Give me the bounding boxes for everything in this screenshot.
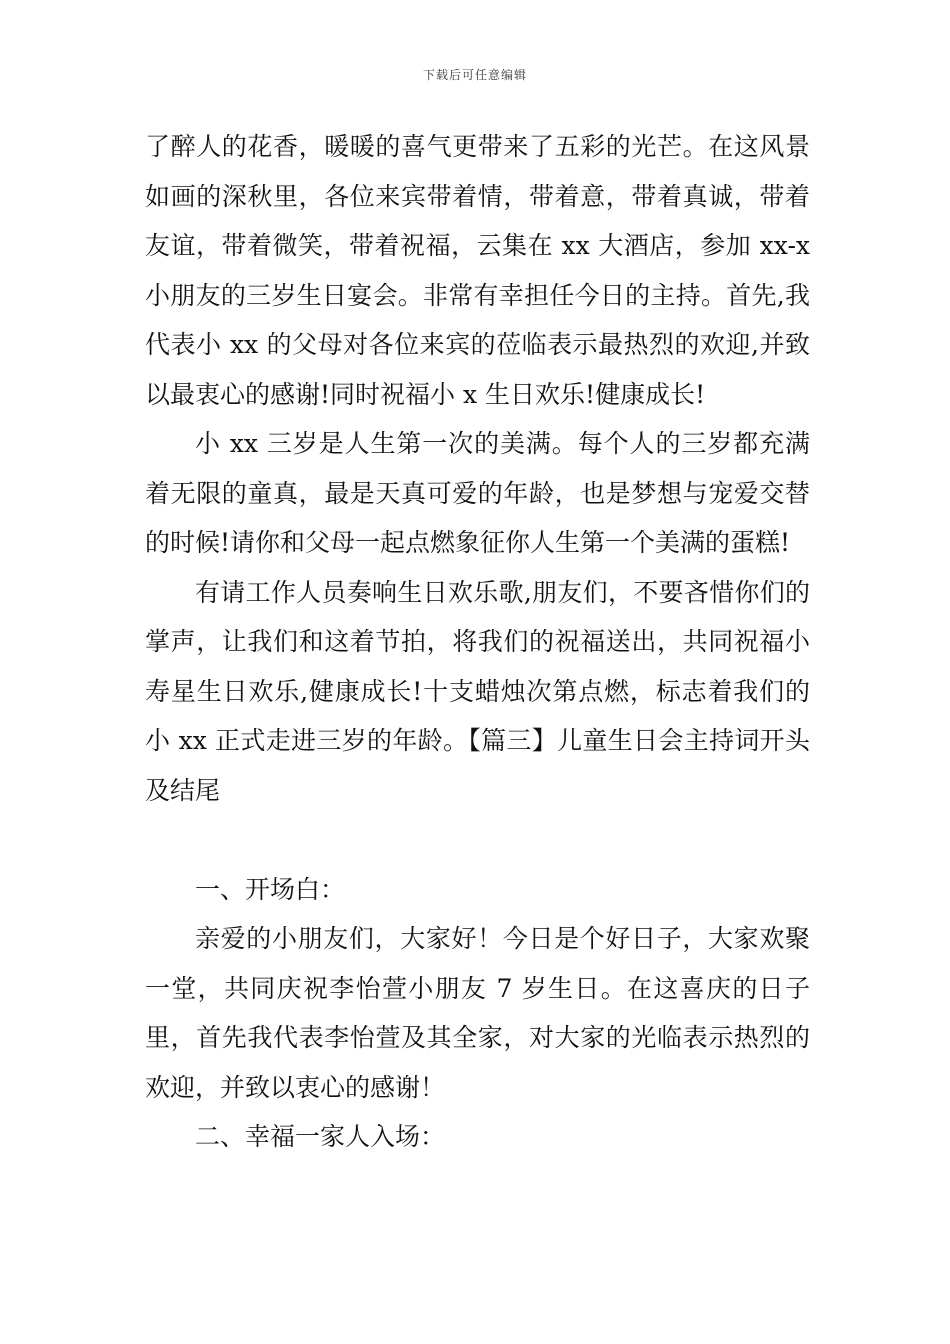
document-body bbox=[145, 122, 810, 1162]
page-header: 下载后可任意编辑 bbox=[422, 68, 527, 82]
paragraph-2: 小 xx 三岁是人生第一次的美满。每个人的三岁都充满着无限的童真，最是天真可爱的年龄，也是梦想与宠爱交替的时候!请你和父母一起点燃象征你人生第一个美满的蛋糕! bbox=[145, 429, 810, 557]
section-heading-family-entrance: 二、幸福一家人入场： bbox=[195, 1122, 446, 1151]
section-heading-opening: 一、开场白： bbox=[195, 874, 346, 904]
paragraph-1: 了醉人的花香，暖暖的喜气更带来了五彩的光芒。在这风景如画的深秋里，各位来宾带着情，带着意，带着真诚，带着友谊，带着微笑，带着祝福，云集在 xx 大酒店，参加 xx-x 小朋友的三岁生日宴会。非常有幸担任今日的主持。首先,我代表小 xx 的父母对各位来宾的莅临表示最热烈的欢迎,并致以最衷心的感谢!同时祝福小 x 生日欢乐!健康成长! bbox=[145, 132, 810, 409]
paragraph-3: 有请工作人员奏响生日欢乐歌,朋友们，不要吝惜你们的掌声，让我们和这着节拍，将我们的祝福送出，共同祝福小寿星生日欢乐,健康成长!十支蜡烛次第点燃，标志着我们的小 xx 正式走进三岁的年龄。【篇三】儿童生日会主持词开头及结尾 bbox=[145, 577, 810, 805]
paragraph-4: 亲爱的小朋友们，大家好！今日是个好日子，大家欢聚一堂，共同庆祝李怡萱小朋友 7 岁生日。在这喜庆的日子里，首先我代表李怡萱及其全家，对大家的光临表示热烈的欢迎，并致以衷心的感谢！ bbox=[145, 924, 810, 1102]
blank-line bbox=[145, 815, 810, 865]
